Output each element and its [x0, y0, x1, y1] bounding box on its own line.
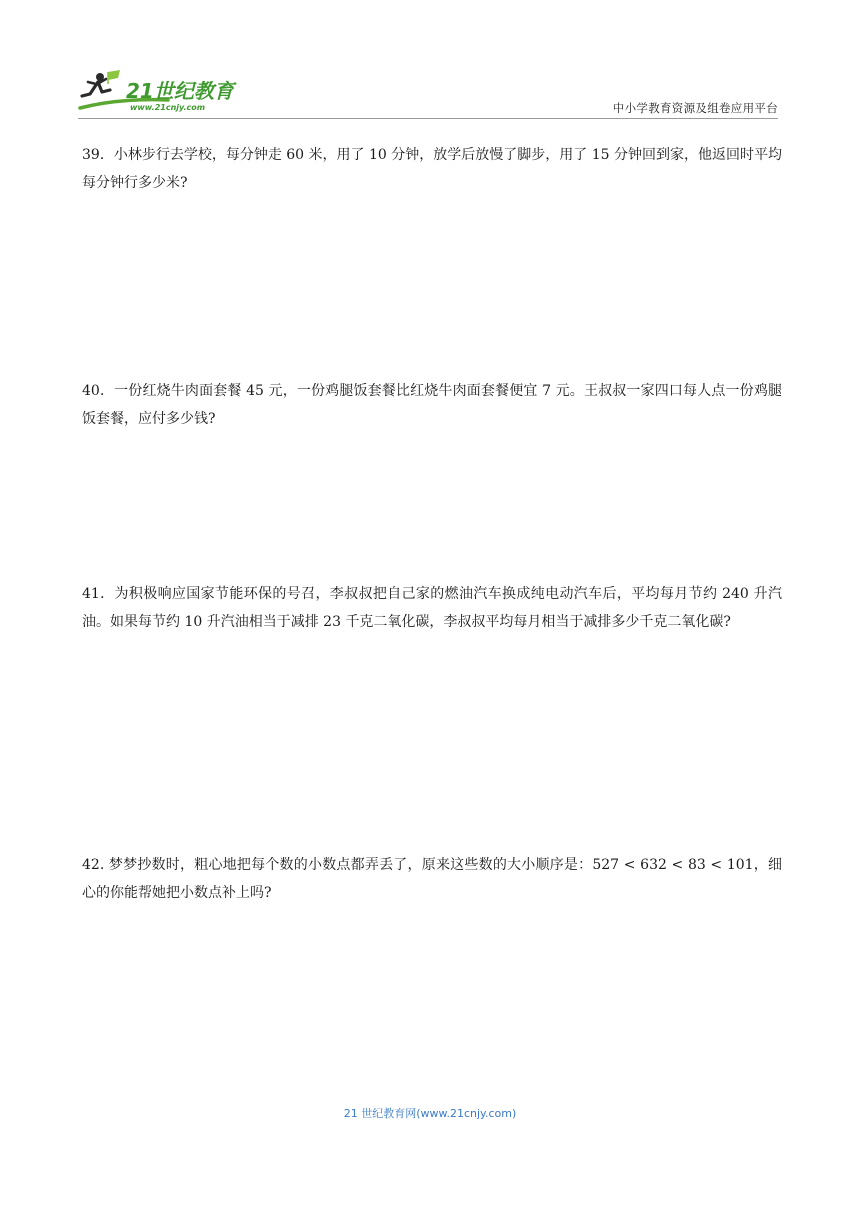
21cnjy-logo: [78, 68, 248, 116]
question-41: 41．为积极响应国家节能环保的号召，李叔叔把自己家的燃油汽车换成纯电动汽车后，平均每月节约 240 升汽油。如果每节约 10 升汽油相当于减排 23 千克二氧化碳，李叔叔平均每月相当于减排多少千克二氧化碳?: [82, 586, 782, 630]
question-40: 40．一份红烧牛肉面套餐 45 元，一份鸡腿饭套餐比红烧牛肉面套餐便宜 7 元。王叔叔一家四口每人点一份鸡腿饭套餐，应付多少钱?: [82, 383, 782, 427]
header-divider: [78, 118, 778, 119]
question-42: 42. 梦梦抄数时，粗心地把每个数的小数点都弄丢了，原来这些数的大小顺序是：527 < 632 < 83 < 101，细心的你能帮她把小数点补上吗?: [82, 857, 782, 901]
page-header: [78, 68, 778, 116]
page-footer[interactable]: 21 世纪教育网(www.21cnjy.com): [343, 1107, 517, 1120]
logo-sub-text: www.21cnjy.com: [130, 103, 206, 112]
platform-title: 中小学教育资源及组卷应用平台: [612, 101, 778, 115]
question-39: 39．小林步行去学校，每分钟走 60 米，用了 10 分钟，放学后放慢了脚步，用了 15 分钟回到家，他返回时平均每分钟行多少米?: [82, 147, 782, 191]
logo-main-text: 21世纪教育: [126, 79, 234, 103]
